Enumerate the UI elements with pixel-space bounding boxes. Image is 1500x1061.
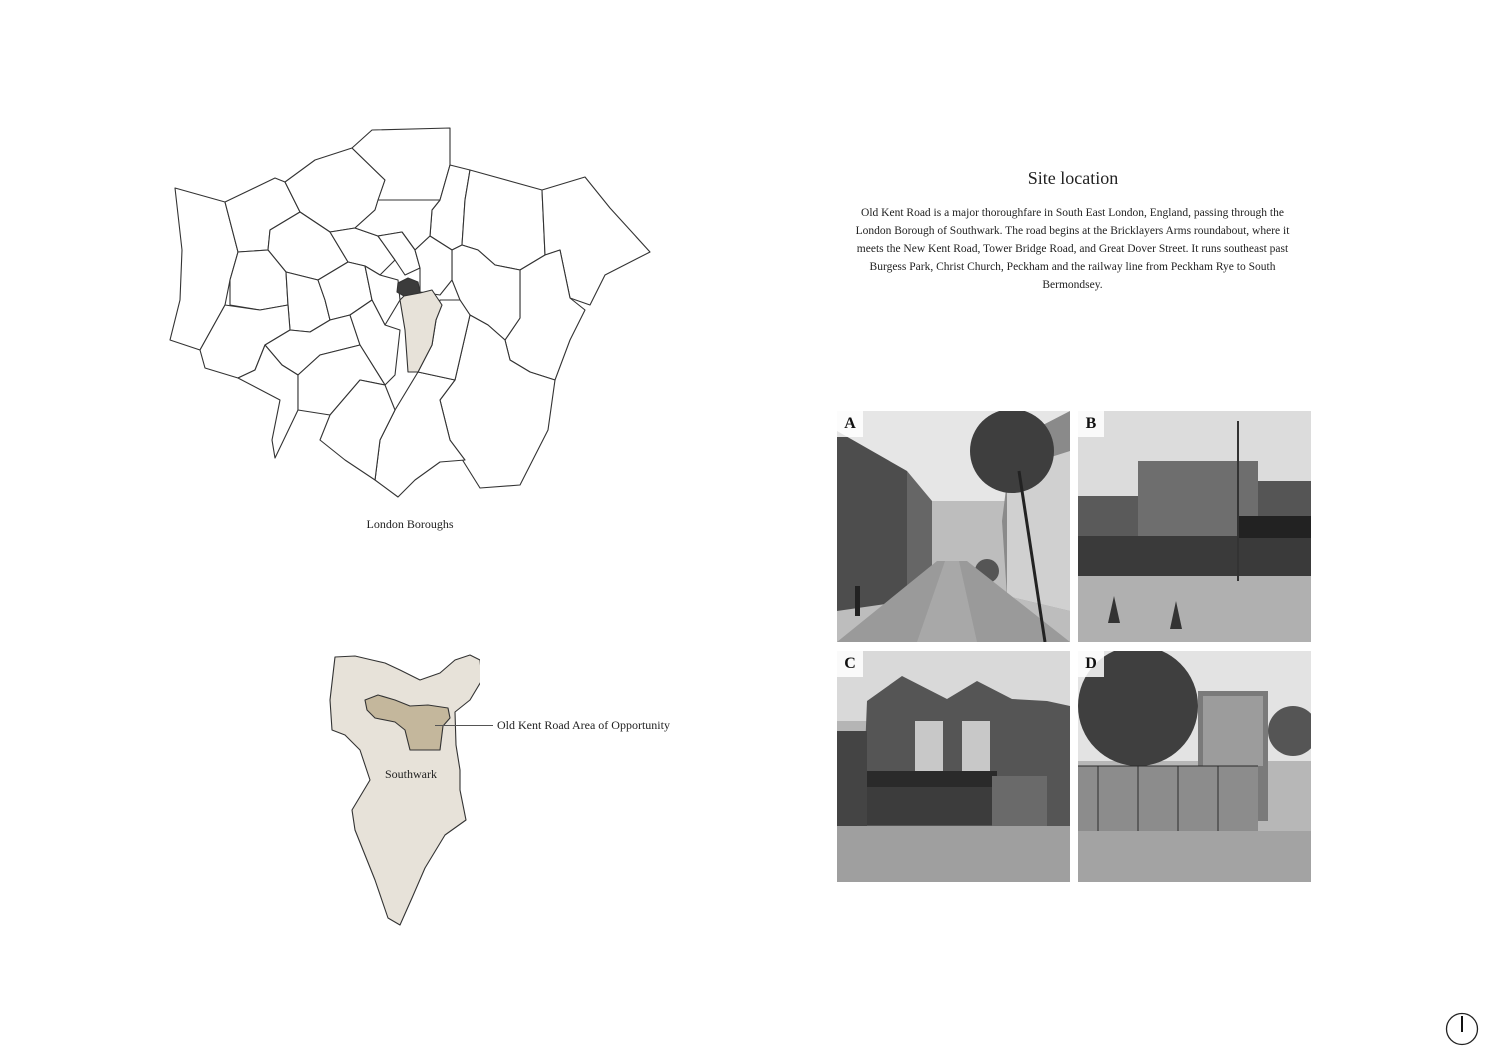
southwark-outline: [330, 655, 480, 925]
photo-d: [1078, 651, 1311, 882]
opportunity-area-leader-line: [435, 725, 493, 726]
southwark-label: Southwark: [385, 767, 437, 781]
photo-b: [1078, 411, 1311, 642]
site-location-title: Site location: [1027, 168, 1119, 188]
photo-label: A: [837, 411, 863, 437]
photo-a: [837, 411, 1070, 642]
london-boroughs-caption: London Boroughs: [366, 517, 454, 531]
southwark-map: [320, 650, 480, 935]
photo-c: [837, 651, 1070, 882]
opportunity-area-label: Old Kent Road Area of Opportunity: [497, 718, 670, 732]
site-location-description: Old Kent Road is a major thoroughfare in South East London, England, passing through the London Borough of Southwark. The road begins at the Bricklayers Arms roundabout, where it meets the New Kent Road, Tower Bridge Road, and Great Dover Street. It runs southeast past Burgess Park, Christ Church, Peckham and the railway line from Peckham Rye to South Bermondsey.: [855, 207, 1290, 291]
photo-label: B: [1078, 411, 1104, 437]
photo-label: C: [837, 651, 863, 677]
london-boroughs-map: [165, 120, 660, 505]
north-arrow-icon: [1445, 1012, 1479, 1046]
photo-label: D: [1078, 651, 1104, 677]
